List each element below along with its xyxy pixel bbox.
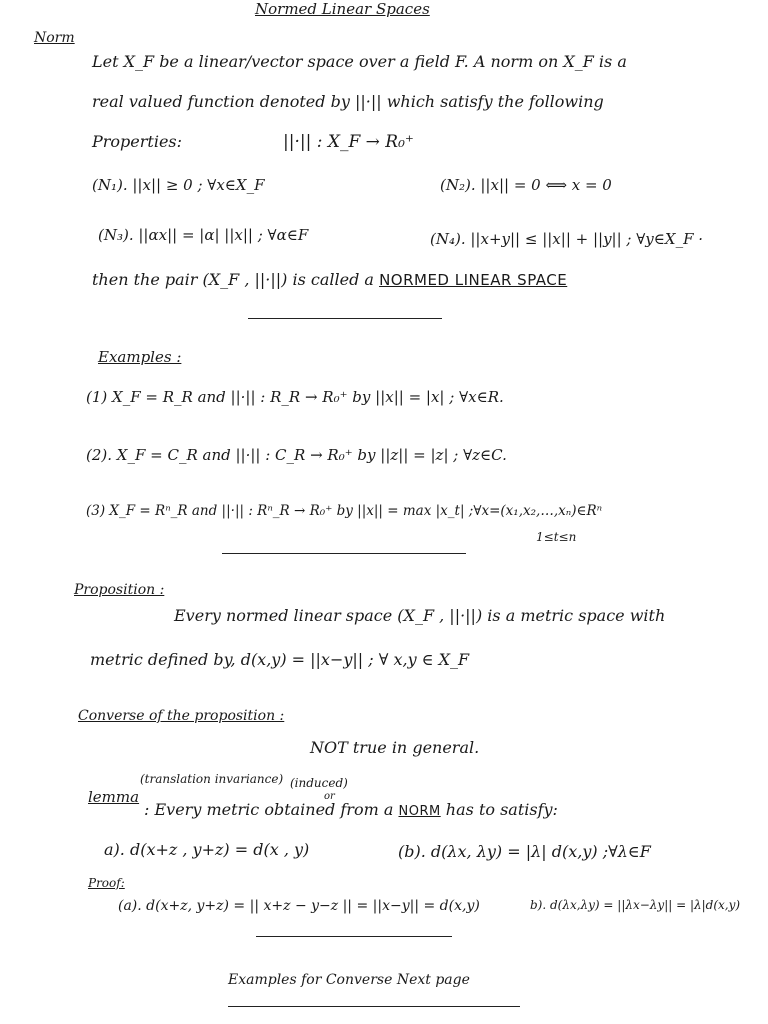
lemma-line-suffix: has to satisfy: — [445, 800, 558, 819]
property-n3: (N₃). ||αx|| = |α| ||x|| ; ∀α∈F — [98, 226, 309, 244]
proposition-line-1: Every normed linear space (X_F , ||·||) is a metric space with — [174, 606, 666, 625]
divider-3 — [256, 936, 452, 937]
example-2: (2). X_F = C_R and ||·|| : C_R → R₀⁺ by ||z|| = |z| ; ∀z∈C. — [86, 446, 507, 464]
conclusion-term: NORMED LINEAR SPACE — [379, 271, 568, 289]
converse-text: NOT true in general. — [310, 738, 480, 757]
lemma-part-a: a). d(x+z , y+z) = d(x , y) — [104, 840, 310, 859]
lemma-heading: lemma — [88, 788, 140, 806]
norm-mapping: ||·|| : X_F → R₀⁺ — [283, 132, 414, 152]
divider-4 — [228, 1006, 520, 1007]
divider-2 — [222, 553, 466, 554]
lemma-line-prefix: : Every metric obtained from a — [144, 800, 394, 819]
example-3-subscript: 1≤t≤n — [536, 530, 577, 544]
lemma-annotation-or: or — [324, 791, 335, 802]
proposition-line-2: metric defined by, d(x,y) = ||x−y|| ; ∀ x,y ∈ X_F — [90, 650, 470, 669]
property-n2: (N₂). ||x|| = 0 ⟺ x = 0 — [440, 176, 612, 194]
converse-heading: Converse of the proposition : — [78, 708, 285, 724]
footer-note: Examples for Converse Next page — [228, 972, 470, 988]
lemma-part-b: (b). d(λx, λy) = |λ| d(x,y) ;∀λ∈F — [398, 842, 651, 861]
proof-part-b: b). d(λx,λy) = ||λx−λy|| = |λ|d(x,y) — [530, 898, 741, 912]
norm-heading: Norm — [34, 30, 75, 46]
proof-part-a: (a). d(x+z, y+z) = || x+z − y−z || = ||x−y|| = d(x,y) — [118, 898, 480, 914]
norm-properties-label: Properties: — [92, 132, 183, 151]
divider-1 — [248, 318, 442, 319]
property-n1: (N₁). ||x|| ≥ 0 ; ∀x∈X_F — [92, 176, 265, 194]
lemma-annotation-translation: (translation invariance) — [140, 772, 284, 786]
norm-line-1: Let X_F be a linear/vector space over a field F. A norm on X_F is a — [92, 52, 627, 71]
norm-conclusion — [92, 270, 567, 289]
lemma-line-1 — [144, 800, 558, 819]
example-1: (1) X_F = R_R and ||·|| : R_R → R₀⁺ by ||x|| = |x| ; ∀x∈R. — [86, 388, 504, 406]
lemma-norm-term: NORM — [398, 804, 441, 819]
page-title: Normed Linear Spaces — [255, 0, 430, 18]
conclusion-prefix: then the pair (X_F , ||·||) is called a — [92, 270, 374, 289]
lemma-annotation-induced: (induced) — [290, 776, 348, 790]
property-n4: (N₄). ||x+y|| ≤ ||x|| + ||y|| ; ∀y∈X_F · — [430, 230, 704, 248]
proof-heading: Proof: — [88, 876, 125, 890]
example-3: (3) X_F = Rⁿ_R and ||·|| : Rⁿ_R → R₀⁺ by ||x|| = max |x_t| ;∀x=(x₁,x₂,…,xₙ)∈Rⁿ — [86, 503, 603, 519]
proposition-heading: Proposition : — [74, 582, 165, 598]
examples-heading: Examples : — [98, 348, 182, 366]
norm-line-2: real valued function denoted by ||·|| which satisfy the following — [92, 92, 604, 111]
